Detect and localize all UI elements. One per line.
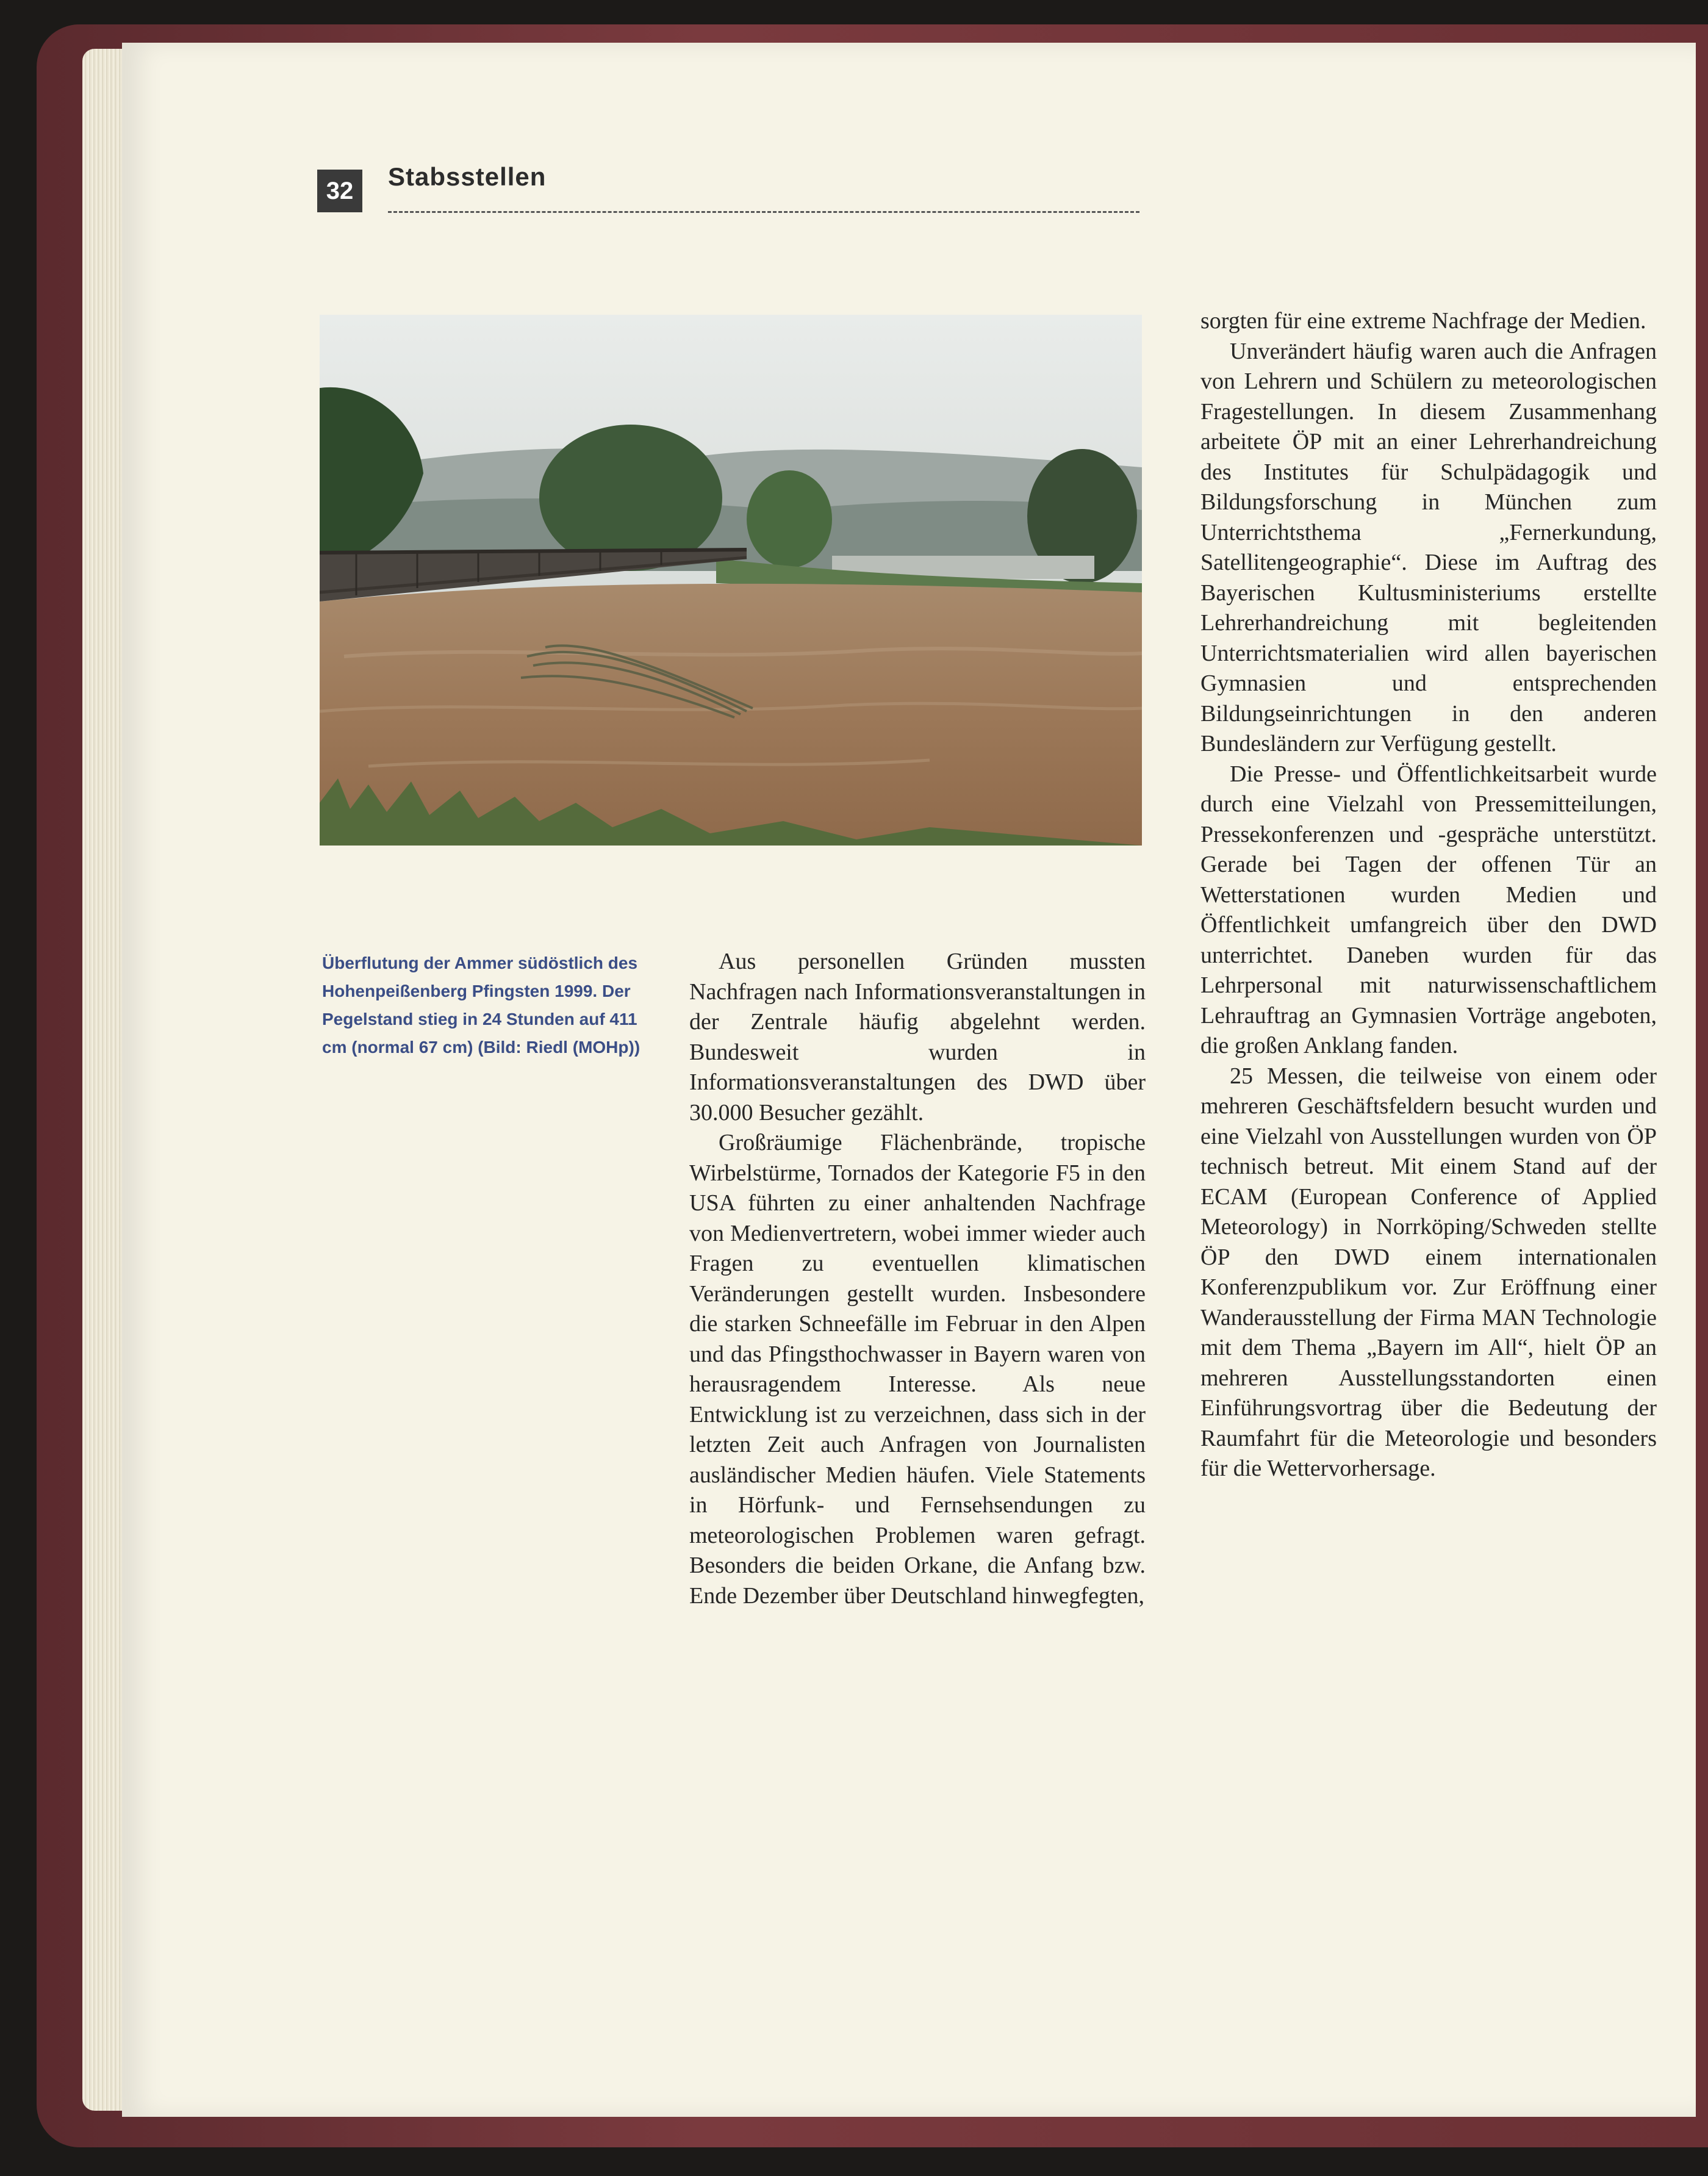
paragraph: Aus personellen Gründen mussten Nachfragen nach Informationsveranstaltungen in der Zentrale häufig abgelehnt werden. Bundesweit wurden in Informationsveranstaltungen des DWD über 30.000 Besucher gezählt.	[689, 949, 1146, 1126]
flood-photo	[320, 315, 1142, 846]
paragraph: Großräumige Flächenbrände, tropische Wirbelstürme, Tornados der Kategorie F5 in den USA führten zu einer anhaltenden Nachfrage von Medienvertretern, wobei immer wieder auch Fragen zu eventuellen klimatischen Veränderungen gestellt wurden. Insbesondere die starken Schneefälle im Februar in den Alpen und das Pfingsthochwasser in Bayern waren von herausragendem Interesse. Als neue Entwicklung ist zu verzeichnen, dass sich in der letzten Zeit auch Anfragen von Journalisten ausländischer Medien häufen. Viele Statements in Hörfunk- und Fernsehsendungen zu meteorologischen Problemen waren gefragt. Besonders die beiden Orkane, die Anfang bzw. Ende Dezember über Deutschland hinwegfegten,	[689, 1130, 1146, 1609]
text-column-right	[1200, 306, 1657, 1484]
header-rule	[388, 211, 1139, 213]
paragraph: Unverändert häufig waren auch die Anfragen von Lehrern und Schülern zu meteorologischen Fragestellungen. In diesem Zusammenhang arbeitete ÖP mit an einer Lehrerhandreichung des Institutes für Schulpädagogik und Bildungsforschung in München zum Unterrichtsthema „Fernerkundung, Satellitengeographie“. Diese im Auftrag des Bayerischen Kultusministeriums erstellte Lehrerhandreichung mit begleitenden Unterrichtsmaterialien wird allen bayerischen Gymnasien und entsprechenden Bildungseinrichtungen in den anderen Bundesländern zur Verfügung gestellt.	[1200, 338, 1657, 756]
paragraph: Die Presse- und Öffentlichkeitsarbeit wurde durch eine Vielzahl von Pressemitteilungen, Pressekonferenzen und -gespräche unterstützt. Gerade bei Tagen der offenen Tür an Wetterstationen wurden Medien und Öffentlichkeit umfangreich über den DWD unterrichtet. Daneben wurden für das Lehrpersonal mit naturwissenschaftlichem Lehrauftrag an Gymnasien Vorträge angeboten, die großen Anklang fanden.	[1200, 761, 1657, 1058]
paragraph: sorgten für eine extreme Nachfrage der Medien.	[1200, 308, 1646, 334]
text-column-left	[689, 947, 1146, 1611]
page-number: 32	[317, 170, 362, 212]
figure-caption: Überflutung der Ammer südöstlich des Hohenpeißenberg Pfingsten 1999. Der Pegelstand stieg in 24 Stunden auf 411 cm (normal 67 cm) (Bild: Riedl (MOHp))	[322, 953, 640, 1057]
section-title: Stabsstellen	[388, 162, 547, 191]
paragraph: 25 Messen, die teilweise von einem oder mehreren Geschäftsfeldern besucht wurden und eine Vielzahl von Ausstellungen wurden von ÖP technisch betreut. Mit einem Stand auf der ECAM (European Conference of Applied Meteorology) in Norrköping/Schweden stellte ÖP den DWD einem internationalen Konferenzpublikum vor. Zur Eröffnung einer Wanderausstellung der Firma MAN Technologie mit dem Thema „Bayern im All“, hielt ÖP an mehreren Ausstellungsstandorten einen Einführungsvortrag über die Bedeutung der Raumfahrt für die Meteorologie und besonders für die Wettervorhersage.	[1200, 1063, 1657, 1481]
